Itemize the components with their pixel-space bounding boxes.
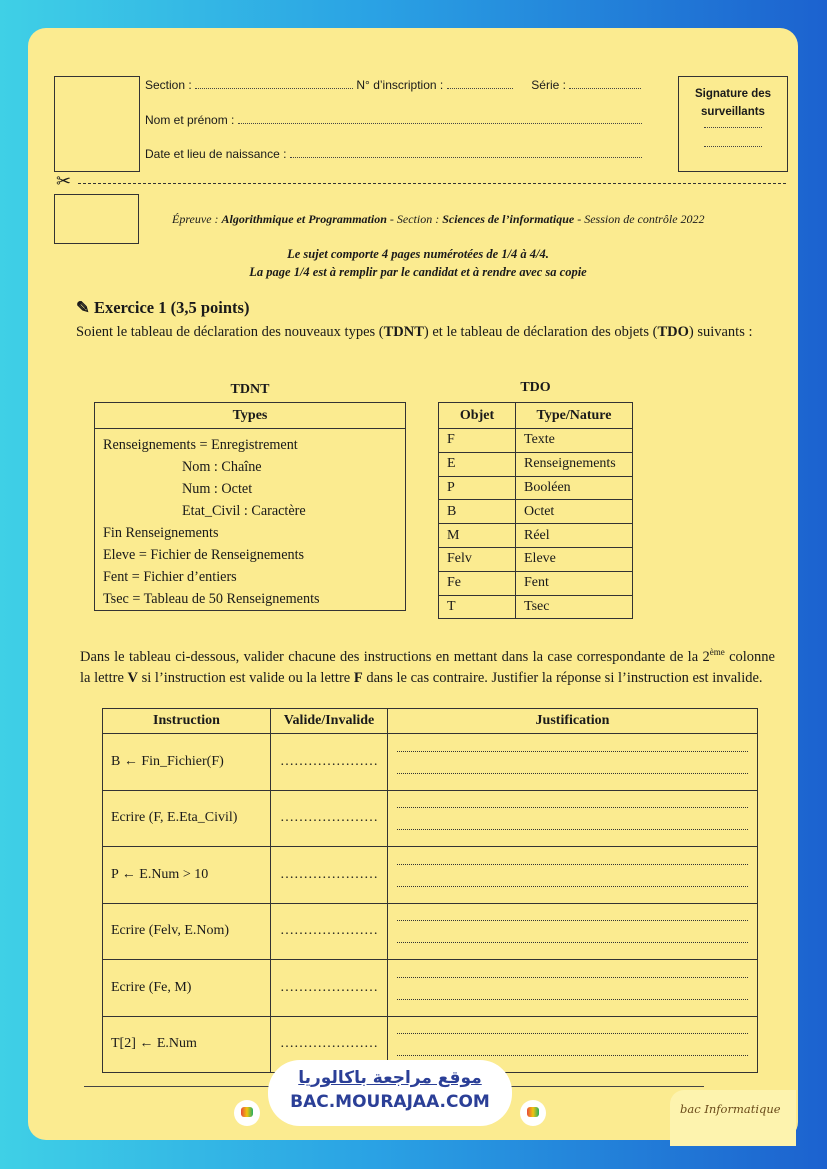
tdnt-line: Fent = Fichier d’entiers — [103, 569, 237, 585]
pencil-icon: ✎ — [76, 298, 90, 317]
instruction-header-row — [103, 709, 758, 734]
valide-answer[interactable]: ………………… — [271, 847, 388, 904]
justification-cell[interactable] — [388, 734, 758, 791]
tdo-type: Fent — [516, 571, 633, 595]
valide-answer[interactable]: ………………… — [271, 790, 388, 847]
signature-title-1: Signature des — [694, 88, 772, 100]
instruction-row — [103, 790, 758, 847]
date-field — [145, 147, 642, 161]
tdo-row — [439, 452, 633, 476]
tdnt-header: Types — [95, 403, 405, 429]
page-note-line-1: Le sujet comporte 4 pages numérotées de 1/4 à 4/4. — [287, 247, 549, 261]
nom-label: Nom et prénom : — [145, 113, 235, 127]
photo-box — [54, 76, 140, 172]
epreuve-line: Épreuve : Algorithmique et Programmation - Section : Sciences de l’informatique - Session de contrôle 2022 — [172, 212, 705, 226]
serie-input-line[interactable] — [569, 87, 641, 89]
instruction-cell: T[2] ← E.Num — [103, 1016, 271, 1073]
tdo-type: Booléen — [516, 476, 633, 500]
tdo-row — [439, 429, 633, 453]
tdo-type: Eleve — [516, 547, 633, 571]
tdo-type: Texte — [516, 429, 633, 453]
watermark-arabic: موقع مراجعة باكالوريا — [298, 1068, 482, 1088]
section-input-line[interactable] — [195, 87, 353, 89]
nom-input-line[interactable] — [238, 122, 642, 124]
instruction-cell: B ← Fin_Fichier(F) — [103, 734, 271, 791]
tdo-objet: E — [439, 452, 516, 476]
tdnt-table — [94, 402, 406, 611]
bac-informatique-logo — [670, 1090, 796, 1146]
tdnt-line: Etat_Civil : Caractère — [182, 503, 306, 519]
tdo-objet: P — [439, 476, 516, 500]
tdo-row — [439, 524, 633, 548]
tdnt-caption: TDNT — [230, 382, 270, 397]
header-justification: Justification — [388, 709, 758, 734]
signature-line-1[interactable] — [704, 127, 762, 128]
tdo-table — [438, 402, 633, 619]
instruction-cell: Ecrire (Fe, M) — [103, 960, 271, 1017]
tdo-type: Renseignements — [516, 452, 633, 476]
instruction-cell: P ← E.Num > 10 — [103, 847, 271, 904]
instruction-row — [103, 734, 758, 791]
valide-answer[interactable]: ………………… — [271, 960, 388, 1017]
epreuve-session: - Session de contrôle 2022 — [577, 212, 705, 226]
exercise-title-text: Exercice 1 (3,5 points) — [93, 298, 250, 317]
exercise-intro: Soient le tableau de déclaration des nouveaux types (TDNT) et le tableau de déclaration des objets (TDO) suivants : — [76, 324, 753, 340]
scissors-icon: ✂ — [56, 171, 72, 191]
valide-answer[interactable]: ………………… — [271, 734, 388, 791]
serie-label: Série : — [531, 78, 566, 92]
brand-text: bac Informatique — [680, 1102, 781, 1116]
justification-cell[interactable] — [388, 960, 758, 1017]
tdo-objet: M — [439, 524, 516, 548]
tdnt-line: Nom : Chaîne — [182, 459, 262, 475]
justification-cell[interactable] — [388, 903, 758, 960]
tdnt-line: Tsec = Tableau de 50 Renseignements — [103, 591, 320, 607]
tdo-type: Tsec — [516, 595, 633, 619]
tdo-type: Octet — [516, 500, 633, 524]
cut-line — [56, 171, 786, 191]
epreuve-section: Sciences de l’informatique — [442, 212, 575, 226]
justification-cell[interactable] — [388, 847, 758, 904]
tdnt-line: Renseignements = Enregistrement — [103, 437, 298, 453]
date-label: Date et lieu de naissance : — [145, 147, 287, 161]
signature-line-2[interactable] — [704, 146, 762, 147]
valide-answer[interactable]: ………………… — [271, 1016, 388, 1073]
page-note-line-2: La page 1/4 est à remplir par le candidat et à rendre avec sa copie — [249, 265, 587, 279]
section-label: Section : — [145, 78, 192, 92]
tdo-objet: Fe — [439, 571, 516, 595]
logo-left-icon — [234, 1100, 260, 1126]
tdo-row — [439, 571, 633, 595]
signature-box — [678, 76, 788, 172]
tdo-row — [439, 476, 633, 500]
instruction-cell: Ecrire (F, E.Eta_Civil) — [103, 790, 271, 847]
tdo-row — [439, 547, 633, 571]
tdo-objet: B — [439, 500, 516, 524]
tdnt-line: Num : Octet — [182, 481, 253, 497]
tdo-caption: TDO — [520, 380, 551, 395]
tdo-row — [439, 500, 633, 524]
signature-title-2: surveillants — [701, 106, 765, 118]
exam-page — [28, 28, 798, 1140]
tdo-objet: Felv — [439, 547, 516, 571]
justification-cell[interactable] — [388, 790, 758, 847]
instruction-row — [103, 847, 758, 904]
exercise-title — [76, 298, 249, 318]
code-box — [54, 194, 139, 244]
inscription-label: N° d’inscription : — [356, 78, 444, 92]
watermark-badge[interactable] — [268, 1060, 512, 1126]
logo-right-icon — [520, 1100, 546, 1126]
tdo-type: Réel — [516, 524, 633, 548]
tdnt-line: Eleve = Fichier de Renseignements — [103, 547, 305, 563]
epreuve-subject: Algorithmique et Programmation — [221, 212, 387, 226]
valide-answer[interactable]: ………………… — [271, 903, 388, 960]
instruction-row — [103, 960, 758, 1017]
instruction-row — [103, 903, 758, 960]
watermark-url: BAC.MOURAJAA.COM — [290, 1092, 490, 1112]
instruction-table — [102, 708, 758, 1073]
header-instruction: Instruction — [103, 709, 271, 734]
page-note — [148, 245, 688, 281]
tdnt-line: Fin Renseignements — [103, 525, 219, 541]
instruction-cell: Ecrire (Felv, E.Nom) — [103, 903, 271, 960]
tdo-objet: T — [439, 595, 516, 619]
nom-field — [145, 113, 642, 127]
tdo-header-type: Type/Nature — [516, 403, 633, 429]
section-field — [145, 78, 641, 92]
inscription-input-line[interactable] — [447, 87, 513, 89]
tdo-header-row — [439, 403, 633, 429]
date-input-line[interactable] — [290, 156, 642, 158]
tdo-row — [439, 595, 633, 619]
tdo-header-objet: Objet — [439, 403, 516, 429]
tdo-objet: F — [439, 429, 516, 453]
header-valide: Valide/Invalide — [271, 709, 388, 734]
instructions-text: Dans le tableau ci-dessous, valider chacune des instructions en mettant dans la case correspondante de la 2ème colonne la lettre V si l’instruction est valide ou la lettre F dans le cas contraire. Justifier la réponse si l’instruction est invalide. — [80, 647, 775, 686]
